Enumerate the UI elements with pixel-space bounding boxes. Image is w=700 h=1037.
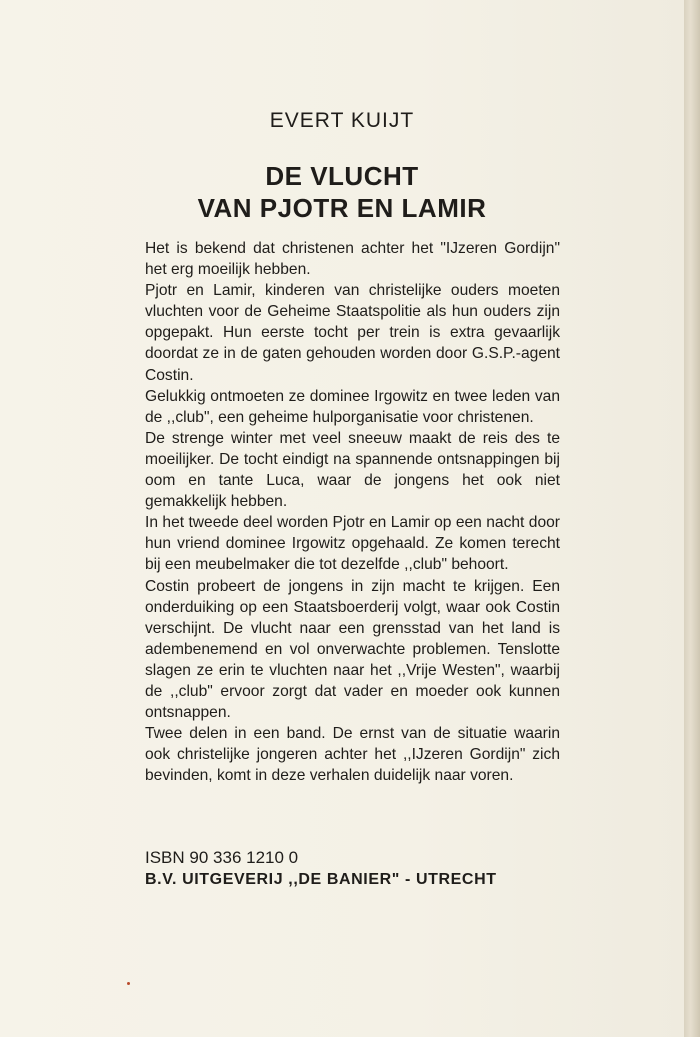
publisher: B.V. UITGEVERIJ ,,DE BANIER" - UTRECHT — [145, 871, 497, 888]
author-name: EVERT KUIJT — [269, 109, 415, 132]
isbn: ISBN 90 336 1210 0 — [145, 848, 299, 867]
blurb-paragraph: Costin probeert de jongens in zijn macht te krijgen. Een onderduiking op een Staatsboerderij volgt, waar ook Costin verschijnt. De vlucht naar een grensstad van het land is adembenemend en vol onverwachte problemen. Tenslotte slagen ze erin te vluchten naar het ,,Vrije Westen", waarbij de ,,club" ervoor zorgt dat vader en moeder ook kunnen ontsnappen. — [145, 577, 560, 722]
blurb-paragraph: De strenge winter met veel sneeuw maakt de reis des te moeilijker. De tocht eindigt na spannende ontsnappingen bij oom en tante Luca, waar de jongens het ook niet gemakkelijk hebben. — [145, 429, 560, 511]
title-line-2: VAN PJOTR EN LAMIR — [197, 193, 487, 223]
blurb-paragraph: Gelukkig ontmoeten ze dominee Irgowitz en twee leden van de ,,club", een geheime hulporganisatie voor christenen. — [145, 387, 560, 426]
blurb-paragraph: Pjotr en Lamir, kinderen van christelijke ouders moeten vluchten voor de Geheime Staatspolitie als hun ouders zijn opgepakt. Hun eerste tocht per trein is extra gevaarlijk doordat ze in de gaten gehouden worden door G.S.P.-agent Costin. — [145, 282, 560, 384]
cover-edge — [684, 0, 700, 1037]
blurb-paragraph: Het is bekend dat christenen achter het "IJzeren Gordijn" het erg moeilijk hebben. — [145, 240, 560, 279]
blurb — [145, 238, 560, 786]
title-line-1: DE VLUCHT — [265, 161, 419, 191]
blurb-paragraph: In het tweede deel worden Pjotr en Lamir op een nacht door hun vriend dominee Irgowitz opgehaald. Ze komen terecht bij een meubelmaker die tot dezelfde ,,club" behoort. — [145, 514, 560, 574]
print-speck — [127, 982, 130, 985]
book-title — [0, 160, 684, 224]
blurb-paragraph: Twee delen in een band. De ernst van de situatie waarin ook christelijke jongeren achter het ,,IJzeren Gordijn" zich bevinden, komt in deze verhalen duidelijk naar voren. — [145, 725, 560, 785]
